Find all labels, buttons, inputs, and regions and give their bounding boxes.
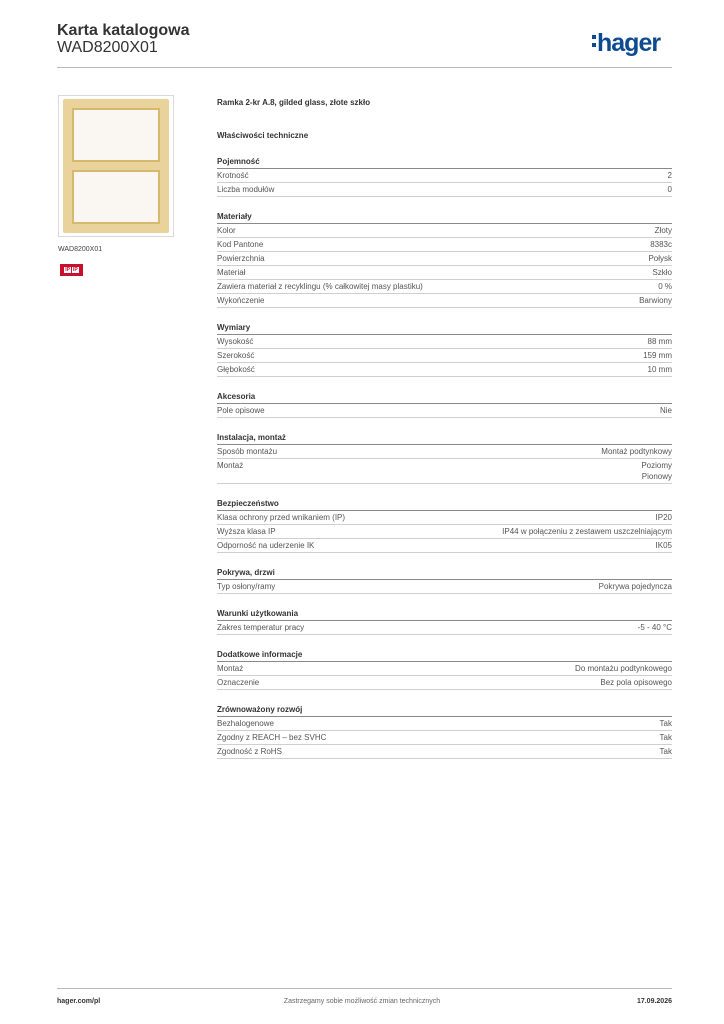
section-title: Instalacja, montaż xyxy=(217,432,672,445)
spec-section xyxy=(217,432,672,484)
document-title: Karta katalogowa xyxy=(57,22,190,39)
spec-row xyxy=(217,676,672,690)
spec-label: Głębokość xyxy=(217,365,255,374)
footer-date: 17.09.2026 xyxy=(636,998,672,1005)
spec-section xyxy=(217,322,672,377)
spec-value xyxy=(502,526,672,537)
spec-value-line: IK05 xyxy=(655,541,672,550)
spec-value xyxy=(656,540,672,551)
section-title: Materiały xyxy=(217,211,672,224)
spec-value-line: 10 mm xyxy=(647,365,672,374)
spec-row xyxy=(217,539,672,553)
spec-value xyxy=(655,225,672,236)
spec-row xyxy=(217,404,672,418)
section-title: Warunki użytkowania xyxy=(217,608,672,621)
spec-value xyxy=(648,253,672,264)
spec-row xyxy=(217,169,672,183)
spec-value xyxy=(650,239,672,250)
specs-heading: Właściwości techniczne xyxy=(217,131,309,140)
section-title: Zrównoważony rozwój xyxy=(217,704,672,717)
spec-value-line: Pionowy xyxy=(641,472,672,481)
product-description: Ramka 2-kr A.8, gilded glass, złote szkło xyxy=(217,98,371,107)
spec-value xyxy=(660,732,672,743)
spec-label: Bezhalogenowe xyxy=(217,719,274,728)
spec-value-line: 8383c xyxy=(650,240,672,249)
spec-value xyxy=(600,677,672,688)
spec-value xyxy=(601,446,672,457)
spec-label: Montaż xyxy=(217,461,244,470)
spec-value xyxy=(641,460,672,482)
spec-row xyxy=(217,266,672,280)
spec-label: Zgodny z REACH – bez SVHC xyxy=(217,733,327,742)
spec-label: Zakres temperatur pracy xyxy=(217,623,305,632)
spec-row xyxy=(217,511,672,525)
spec-row xyxy=(217,662,672,676)
section-title: Wymiary xyxy=(217,322,672,335)
spec-label: Kod Pantone xyxy=(217,240,264,249)
spec-section xyxy=(217,156,672,197)
spec-value-line: Do montażu podtynkowego xyxy=(575,664,672,673)
frame-opening-top xyxy=(72,108,160,162)
spec-value-line: Tak xyxy=(659,733,672,742)
spec-value-line: 88 mm xyxy=(647,337,672,346)
spec-row xyxy=(217,280,672,294)
spec-value xyxy=(660,405,672,416)
frame-illustration xyxy=(63,99,169,233)
spec-value-line: Poziomy xyxy=(641,461,672,470)
spec-label: Sposób montażu xyxy=(217,447,278,456)
product-image xyxy=(58,95,174,237)
spec-value-line: Tak xyxy=(659,747,672,756)
spec-label: Krotność xyxy=(217,171,249,180)
spec-label: Montaż xyxy=(217,664,244,673)
spec-section xyxy=(217,211,672,308)
spec-label: Szerokość xyxy=(217,351,255,360)
spec-row xyxy=(217,745,672,759)
image-caption: WAD8200X01 xyxy=(58,246,103,253)
spec-value xyxy=(668,170,672,181)
spec-sections xyxy=(217,156,672,773)
spec-row xyxy=(217,445,672,459)
logo-text: hager xyxy=(597,29,661,57)
spec-value-line: IP44 w połączeniu z zestawem uszczelniającym xyxy=(502,527,672,536)
spec-section xyxy=(217,704,672,759)
spec-value xyxy=(639,295,672,306)
spec-value-line: Połysk xyxy=(648,254,672,263)
spec-value xyxy=(648,336,672,347)
spec-label: Materiał xyxy=(217,268,246,277)
spec-value-line: Złoty xyxy=(654,226,672,235)
ip-badge-label: IP xyxy=(73,267,78,273)
header-divider xyxy=(57,67,672,68)
spec-value xyxy=(648,364,672,375)
spec-row xyxy=(217,525,672,539)
spec-section xyxy=(217,391,672,418)
spec-value-line: IP20 xyxy=(655,513,672,522)
spec-value xyxy=(668,184,672,195)
spec-row xyxy=(217,224,672,238)
spec-label: Zgodność z RoHS xyxy=(217,747,282,756)
section-title: Dodatkowe informacje xyxy=(217,649,672,662)
spec-label: Typ osłony/ramy xyxy=(217,582,276,591)
spec-section xyxy=(217,567,672,594)
section-title: Akcesoria xyxy=(217,391,672,404)
spec-value xyxy=(656,512,672,523)
footer-website[interactable]: hager.com/pl xyxy=(57,998,101,1005)
spec-label: Wykończenie xyxy=(217,296,265,305)
spec-row xyxy=(217,363,672,377)
spec-value xyxy=(660,746,672,757)
spec-value-line: Bez pola opisowego xyxy=(600,678,672,687)
spec-row xyxy=(217,252,672,266)
spec-row xyxy=(217,459,672,484)
spec-value-line: 0 % xyxy=(658,282,672,291)
spec-section xyxy=(217,498,672,553)
spec-value-line: Szkło xyxy=(652,268,672,277)
spec-label: Klasa ochrony przed wnikaniem (IP) xyxy=(217,513,346,522)
spec-value-line: Nie xyxy=(659,406,672,415)
spec-value xyxy=(599,581,672,592)
spec-label: Oznaczenie xyxy=(217,678,260,687)
spec-value xyxy=(658,281,672,292)
footer-notice: Zastrzegamy sobie możliwość zmian technicznych xyxy=(283,998,441,1005)
spec-label: Liczba modułów xyxy=(217,185,275,194)
spec-label: Kolor xyxy=(217,226,236,235)
section-title: Pojemność xyxy=(217,156,672,169)
logo-dots-icon xyxy=(592,35,596,51)
spec-value-line: 0 xyxy=(667,185,672,194)
product-code: WAD8200X01 xyxy=(57,39,158,56)
spec-row xyxy=(217,294,672,308)
spec-label: Wysokość xyxy=(217,337,254,346)
spec-row xyxy=(217,731,672,745)
spec-label: Powierzchnia xyxy=(217,254,265,263)
footer-divider xyxy=(57,988,672,989)
spec-label: Zawiera materiał z recyklingu (% całkowitej masy plastiku) xyxy=(217,282,423,291)
spec-value-line: Tak xyxy=(659,719,672,728)
hager-logo xyxy=(592,29,660,58)
spec-label: Wyższa klasa IP xyxy=(217,527,276,536)
spec-value-line: Barwiony xyxy=(639,296,672,305)
spec-row xyxy=(217,238,672,252)
spec-row xyxy=(217,335,672,349)
spec-section xyxy=(217,608,672,635)
spec-row xyxy=(217,349,672,363)
spec-value-line: 159 mm xyxy=(643,351,672,360)
section-title: Pokrywa, drzwi xyxy=(217,567,672,580)
spec-value xyxy=(575,663,672,674)
spec-value xyxy=(638,622,672,633)
frame-opening-bottom xyxy=(72,170,160,224)
ip-badge-label: IP xyxy=(65,267,70,273)
spec-value-line: 2 xyxy=(667,171,672,180)
spec-value-line: Montaż podtynkowy xyxy=(601,447,672,456)
spec-value-line: -5 - 40 °C xyxy=(637,623,672,632)
ip-rating-icon xyxy=(60,264,83,276)
spec-value xyxy=(660,718,672,729)
spec-row xyxy=(217,621,672,635)
spec-value-line: Pokrywa pojedyncza xyxy=(598,582,672,591)
spec-value xyxy=(652,267,672,278)
spec-row xyxy=(217,717,672,731)
spec-section xyxy=(217,649,672,690)
spec-label: Odporność na uderzenie IK xyxy=(217,541,315,550)
spec-row xyxy=(217,580,672,594)
section-title: Bezpieczeństwo xyxy=(217,498,672,511)
spec-value xyxy=(643,350,672,361)
spec-row xyxy=(217,183,672,197)
spec-label: Pole opisowe xyxy=(217,406,265,415)
